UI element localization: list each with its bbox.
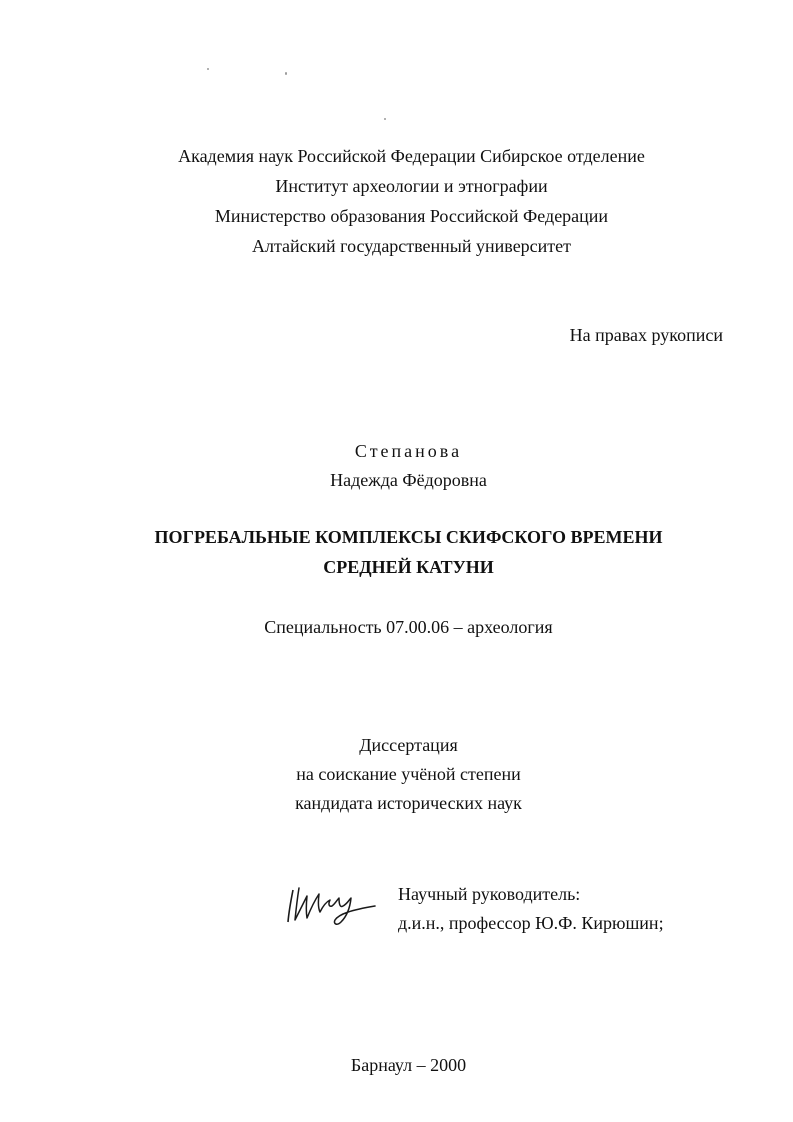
dissertation-title-line-2: СРЕДНЕЙ КАТУНИ — [323, 557, 494, 577]
place-and-year: Барнаул – 2000 — [350, 1055, 467, 1075]
manuscript-rights-note: На правах рукописи — [569, 325, 723, 345]
supervisor-name: д.и.н., профессор Ю.Ф. Кирюшин; — [398, 913, 664, 933]
organization-line-4: Алтайский государственный университет — [251, 236, 572, 256]
dissertation-title-line-1: ПОГРЕБАЛЬНЫЕ КОМПЛЕКСЫ СКИФСКОГО ВРЕМЕНИ — [154, 527, 663, 547]
author-surname: Степанова — [354, 441, 463, 461]
scan-speck — [384, 118, 386, 120]
author-given-names: Надежда Фёдоровна — [330, 470, 487, 490]
dissertation-type-line-1: Диссертация — [359, 735, 458, 755]
speciality-line: Специальность 07.00.06 – археология — [264, 617, 553, 637]
organization-line-3: Министерство образования Российской Федерации — [214, 206, 609, 226]
dissertation-type-line-2: на соискание учёной степени — [296, 764, 521, 784]
organization-line-2: Институт археологии и этнографии — [275, 176, 548, 196]
supervisor-block — [398, 880, 664, 938]
handwritten-signature — [285, 878, 380, 928]
dissertation-type-line-3: кандидата исторических наук — [295, 793, 522, 813]
organization-line-1: Академия наук Российской Федерации Сибирское отделение — [178, 146, 645, 166]
scan-speck — [285, 72, 287, 75]
scan-speck — [207, 68, 209, 70]
supervisor-label: Научный руководитель: — [398, 884, 581, 904]
